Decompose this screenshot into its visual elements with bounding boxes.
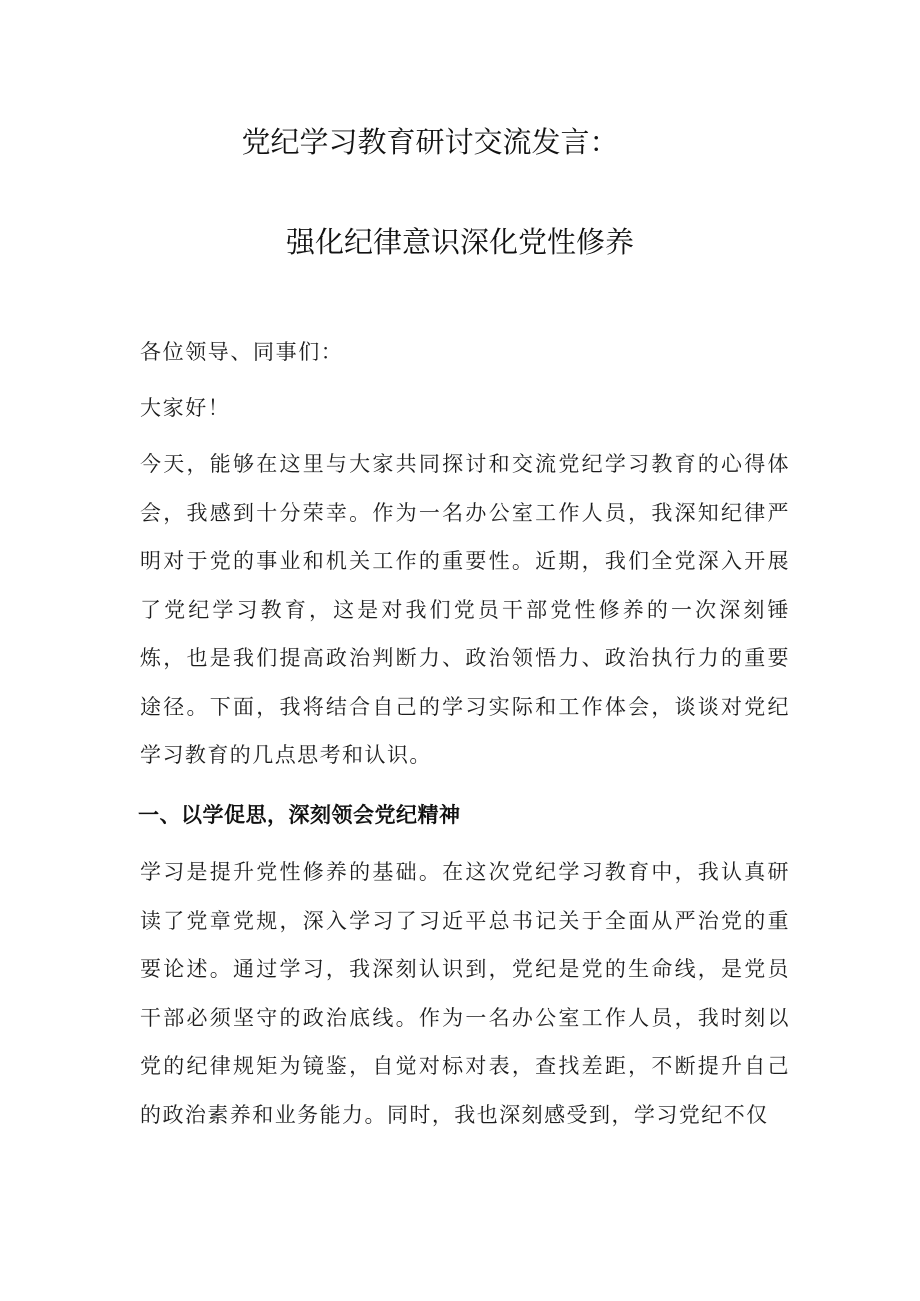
section-heading-1: 一、以学促思，深刻领会党纪精神 xyxy=(138,803,461,827)
greeting: 大家好！ xyxy=(140,396,231,420)
paragraph-section-1: 学习是提升党性修养的基础。在这次党纪学习教育中，我认真研读了党章党规，深入学习了习近平总书记关于全面从严治党的重要论述。通过学习，我深刻认识到，党纪是党的生命线，是党员干部必须坚守的政治底线。作为一名办公室工作人员，我时刻以党的纪律规矩为镜鉴，自觉对标对表，查找差距，不断提升自己的政治素养和业务能力。同时，我也深刻感受到，学习党纪不仅 xyxy=(140,860,790,1127)
document-title-line-2: 强化纪律意识深化党性修养 xyxy=(285,225,634,259)
document-title-line-1: 党纪学习教育研讨交流发言： xyxy=(241,125,619,159)
paragraph-intro: 今天，能够在这里与大家共同探讨和交流党纪学习教育的心得体会，我感到十分荣幸。作为一名办公室工作人员，我深知纪律严明对于党的事业和机关工作的重要性。近期，我们全党深入开展了党纪学习教育，这是对我们党员干部党性修养的一次深刻锤炼，也是我们提高政治判断力、政治领悟力、政治执行力的重要途径。下面，我将结合自己的学习实际和工作体会，谈谈对党纪学习教育的几点思考和认识。 xyxy=(140,452,790,767)
salutation: 各位领导、同事们： xyxy=(140,340,344,364)
